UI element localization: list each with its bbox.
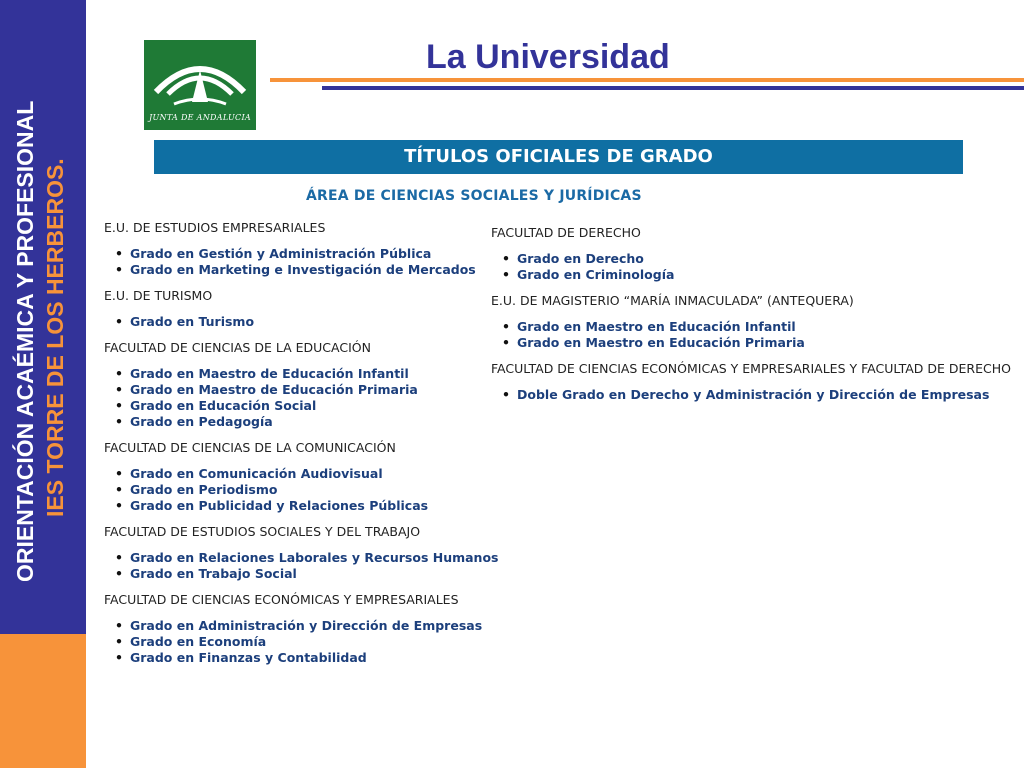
area-heading: ÁREA DE CIENCIAS SOCIALES Y JURÍDICAS [306,188,642,204]
degree-item: • Grado en Criminología [517,267,1021,283]
faculty-title: E.U. DE MAGISTERIO “MARÍA INMACULADA” (ANTEQUERA) [491,293,854,308]
sidebar-title: ORIENTACIÓN ACAÉMICA Y PROFESIONAL [12,100,38,582]
junta-andalucia-logo [144,40,256,130]
faculty-section [104,338,484,438]
degree-item: • Doble Grado en Derecho y Administración y Dirección de Empresas [517,387,1021,403]
faculty-section [104,522,499,590]
section-banner: TÍTULOS OFICIALES DE GRADO [154,140,963,174]
faculty-title: E.U. DE TURISMO [104,288,213,303]
faculty-title: FACULTAD DE CIENCIAS ECONÓMICAS Y EMPRESARIALES [104,592,459,607]
faculty-title: E.U. DE ESTUDIOS EMPRESARIALES [104,220,326,235]
faculty-title: FACULTAD DE CIENCIAS DE LA COMUNICACIÓN [104,440,396,455]
title-underline-orange [270,78,1024,82]
degree-item: • Grado en Maestro de Educación Infantil [130,366,484,382]
faculty-title: FACULTAD DE ESTUDIOS SOCIALES Y DEL TRABAJO [104,524,421,539]
degree-list [104,314,484,330]
right-column [491,223,1021,411]
page-title: La Universidad [426,38,670,76]
sidebar-subtitle: IES TORRE DE LOS HERBEROS. [42,158,68,517]
degree-item: • Grado en Pedagogía [130,414,484,430]
sidebar-accent-block [0,634,86,768]
degree-list [104,246,484,278]
logo-text: JUNTA DE ANDALUCIA [148,113,251,122]
faculty-section [104,286,484,338]
degree-item: • Grado en Finanzas y Contabilidad [130,650,484,666]
degree-list [104,466,484,514]
degree-list [491,319,1021,351]
faculty-section [104,438,484,522]
faculty-section [104,590,484,674]
faculty-section [491,359,1021,411]
degree-list [104,366,484,430]
degree-item: • Grado en Maestro en Educación Primaria [517,335,1021,351]
degree-item: • Grado en Economía [130,634,484,650]
degree-item: • Grado en Derecho [517,251,1021,267]
degree-item: • Grado en Comunicación Audiovisual [130,466,484,482]
degree-list [491,251,1021,283]
faculty-section [491,223,1021,291]
degree-item: • Grado en Relaciones Laborales y Recursos Humanos [130,550,484,566]
degree-item: • Grado en Publicidad y Relaciones Públicas [130,498,484,514]
title-underline-blue [322,86,1024,90]
degree-item: • Grado en Gestión y Administración Pública [130,246,484,262]
left-column [104,218,499,674]
degree-list [491,387,1021,403]
degree-item: • Grado en Maestro de Educación Primaria [130,382,484,398]
degree-list [104,618,484,666]
degree-item: • Grado en Periodismo [130,482,484,498]
faculty-title: FACULTAD DE DERECHO [491,225,641,240]
degree-item: • Grado en Marketing e Investigación de Mercados [130,262,484,278]
degree-list [104,550,499,582]
degree-item: • Grado en Trabajo Social [130,566,484,582]
degree-item: • Grado en Maestro en Educación Infantil [517,319,1021,335]
degree-item: • Grado en Turismo [130,314,484,330]
faculty-section [104,218,484,286]
faculty-section [491,291,1021,359]
faculty-title: FACULTAD DE CIENCIAS ECONÓMICAS Y EMPRESARIALES Y FACULTAD DE DERECHO [491,361,1011,376]
degree-item: • Grado en Administración y Dirección de Empresas [130,618,484,634]
degree-item: • Grado en Educación Social [130,398,484,414]
faculty-title: FACULTAD DE CIENCIAS DE LA EDUCACIÓN [104,340,371,355]
